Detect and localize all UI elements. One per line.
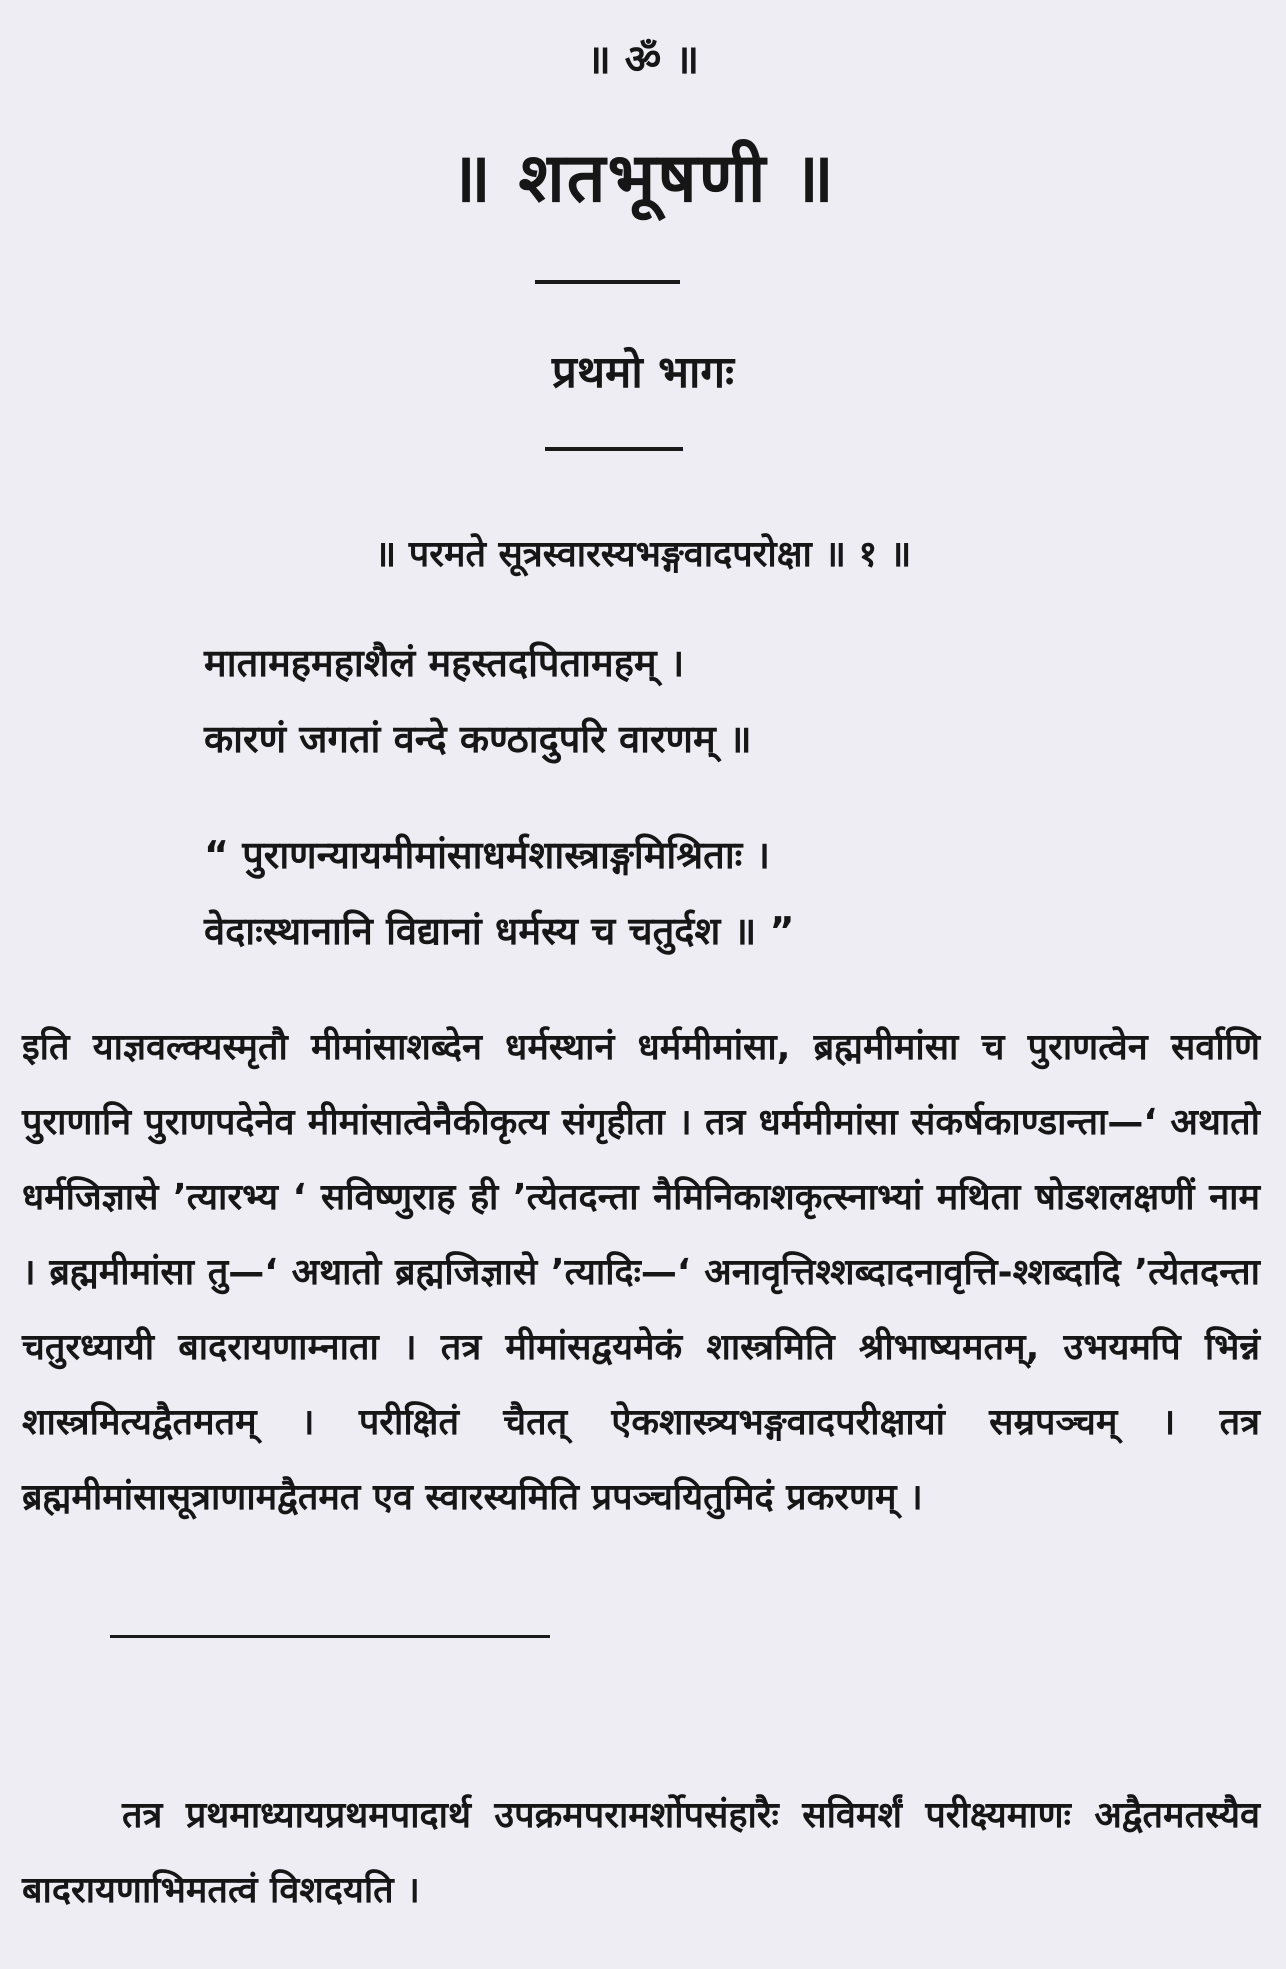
underline-mark [110,1635,550,1638]
invocation-line: ॥ ॐ ॥ [586,37,700,83]
part-heading: प्रथमो भागः [551,347,735,398]
divider-rule [545,447,683,451]
quoted-verse-line: वेदाःस्थानानि विद्यानां धर्मस्य च चतुर्दश ॥ ” [204,909,795,953]
divider-rule [535,280,680,284]
section-heading: ॥ परमते सूत्रस्वारस्यभङ्गवादपरोक्षा ॥ १ ॥ [374,534,912,575]
body-paragraph: इति याज्ञवल्क्यस्मृतौ मीमांसाशब्देन धर्मस्थानं धर्ममीमांसा, ब्रह्ममीमांसा च पुराणत्वेन सर्वाणि पुराणानि पुराणपदेनेव मीमांसात्वेनैकीकृत्य संगृहीता । तत्र धर्ममीमांसा संकर्षकाण्डान्ता—‘ अथातो धर्मजिज्ञासे ’त्यारभ्य ‘ सविष्णुराह ही ’त्येतदन्ता नैमिनिकाशकृत्स्नाभ्यां मथिता षोडशलक्षणीं नाम । ब्रह्ममीमांसा तु—‘ अथातो ब्रह्मजिज्ञासे ’त्यादिः—‘ अनावृत्तिश्शब्दादनावृत्ति-श्शब्दादि ’त्येतदन्ता चतुरध्यायी बादरायणाम्नाता । तत्र मीमांसद्वयमेकं शास्त्रमिति श्रीभाष्यमतम्, उभयमपि भिन्नं शास्त्रमित्यद्वैतमतम् । परीक्षितं चैतत् ऐकशास्त्र्यभङ्गवादपरीक्षायां सम्रपञ्चम् । तत्र ब्रह्ममीमांसासूत्राणामद्वैतमत एव स्वारस्यमिति प्रपञ्चयितुमिदं प्रकरणम् । [22,1027,1260,1518]
quoted-verse-line: “ पुराणन्यायमीमांसाधर्मशास्त्राङ्गमिश्रिताः । [204,833,770,877]
page-title: ॥ शतभूषणी ॥ [450,139,836,218]
verse-line: कारणं जगतां वन्दे कण्ठादुपरि वारणम् ॥ [204,717,752,761]
body-paragraph: तत्र प्रथमाध्यायप्रथमपादार्थ उपक्रमपरामर्शोपसंहारैः सविमर्शं परीक्ष्यमाणः अद्वैतमतस्यैव बादरायणाभिमतत्वं विशदयति । [22,1795,1260,1911]
verse-line: मातामहमहाशैलं महस्तदपितामहम् । [204,641,685,685]
